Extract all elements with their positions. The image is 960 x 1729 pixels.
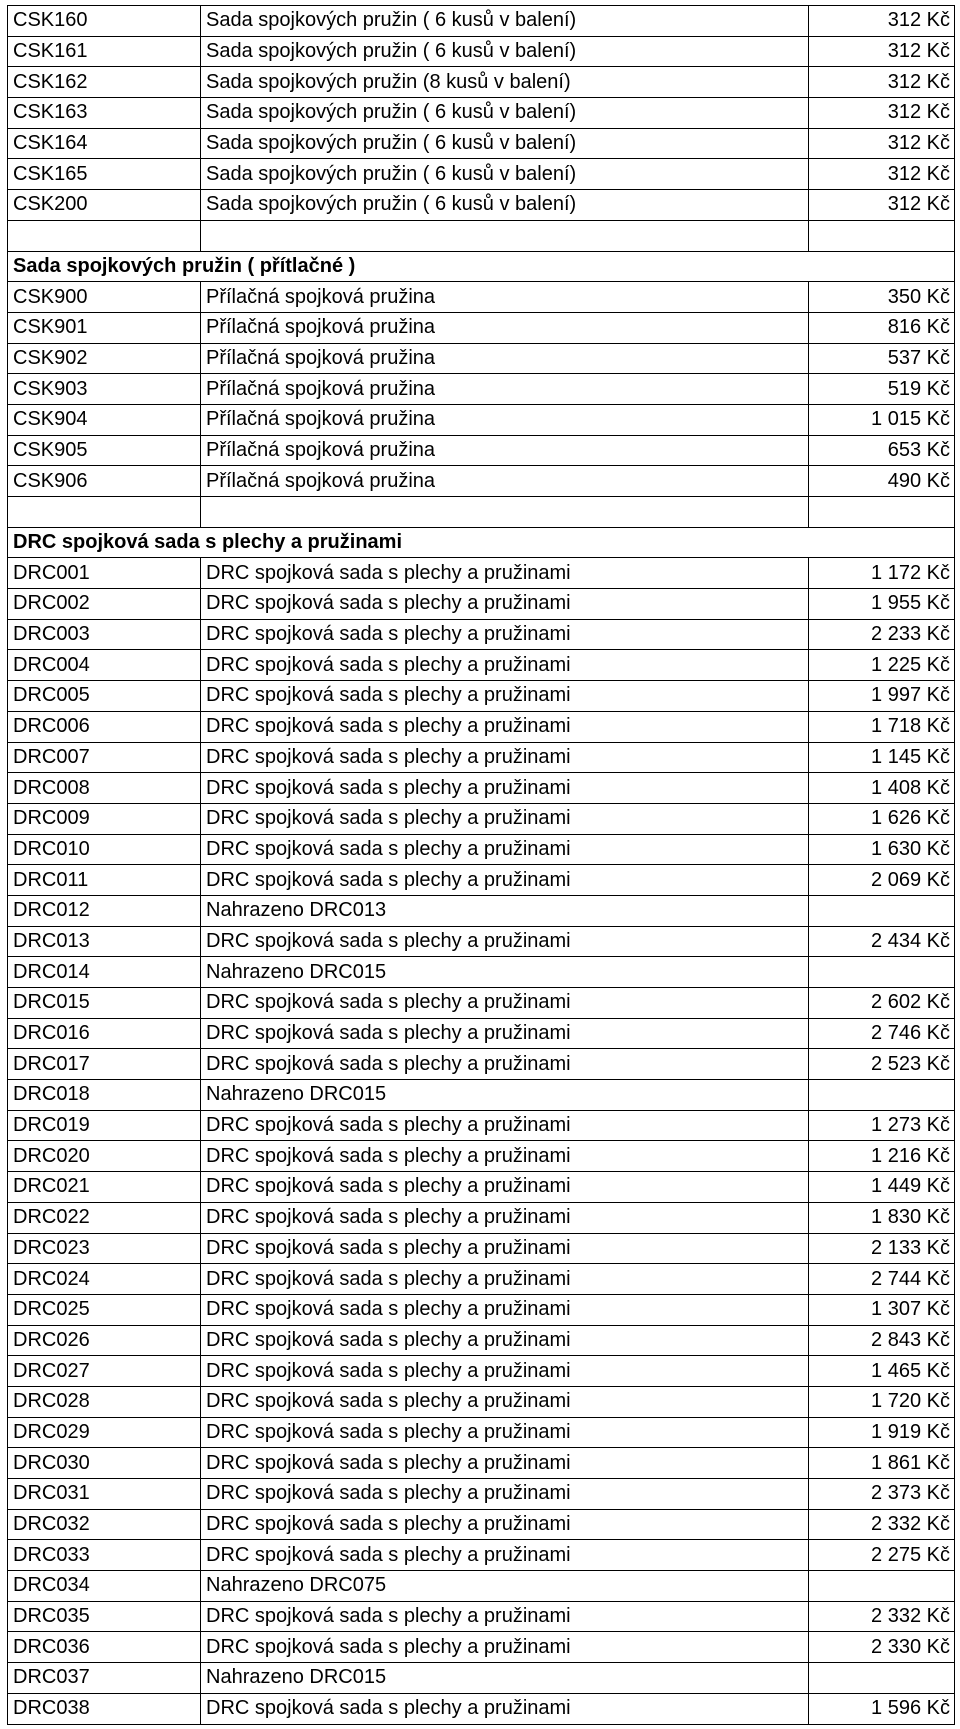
product-code: DRC026 [8,1325,201,1356]
product-price: 2 069 Kč [809,865,955,896]
product-description: Přílačná spojková pružina [201,282,809,313]
product-price: 2 746 Kč [809,1018,955,1049]
table-row [8,1571,955,1602]
product-price: 1 408 Kč [809,773,955,804]
product-code: DRC013 [8,926,201,957]
product-price: 1 919 Kč [809,1417,955,1448]
product-price [809,1663,955,1694]
product-code: CSK165 [8,159,201,190]
product-description: DRC spojková sada s plechy a pružinami [201,742,809,773]
product-description: DRC spojková sada s plechy a pružinami [201,988,809,1019]
product-price: 312 Kč [809,6,955,37]
product-code: CSK903 [8,374,201,405]
product-price: 2 373 Kč [809,1479,955,1510]
product-price: 1 307 Kč [809,1294,955,1325]
product-code: DRC007 [8,742,201,773]
product-description: Nahrazeno DRC015 [201,957,809,988]
product-code: DRC005 [8,681,201,712]
product-code: CSK905 [8,435,201,466]
product-description: Přílačná spojková pružina [201,435,809,466]
table-row [8,742,955,773]
table-row [8,1663,955,1694]
product-description: DRC spojková sada s plechy a pružinami [201,1601,809,1632]
product-price [809,895,955,926]
table-row [8,865,955,896]
product-code: DRC018 [8,1080,201,1111]
product-code: CSK902 [8,343,201,374]
product-code: DRC003 [8,619,201,650]
product-code: CSK200 [8,190,201,221]
product-price: 1 720 Kč [809,1386,955,1417]
product-description: Nahrazeno DRC013 [201,895,809,926]
product-description: Přílačná spojková pružina [201,343,809,374]
table-row [8,128,955,159]
product-code: CSK900 [8,282,201,313]
product-code: DRC015 [8,988,201,1019]
table-row [8,895,955,926]
blank-row [8,497,955,528]
product-description: DRC spojková sada s plechy a pružinami [201,1202,809,1233]
product-description: DRC spojková sada s plechy a pružinami [201,681,809,712]
product-price: 1 273 Kč [809,1110,955,1141]
product-price: 2 434 Kč [809,926,955,957]
table-row [8,466,955,497]
table-row [8,1264,955,1295]
table-row [8,834,955,865]
product-code: DRC028 [8,1386,201,1417]
product-code: DRC001 [8,558,201,589]
section-heading-row [8,527,955,558]
product-price: 1 465 Kč [809,1356,955,1387]
product-price: 350 Kč [809,282,955,313]
table-row [8,1540,955,1571]
empty-cell [201,220,809,251]
section-heading-empty-cell [809,527,955,558]
product-description: DRC spojková sada s plechy a pružinami [201,1417,809,1448]
product-description: Přílačná spojková pružina [201,466,809,497]
table-row [8,558,955,589]
product-price: 1 630 Kč [809,834,955,865]
table-row [8,374,955,405]
product-code: DRC010 [8,834,201,865]
product-code: DRC029 [8,1417,201,1448]
product-code: CSK161 [8,36,201,67]
product-price: 490 Kč [809,466,955,497]
table-row [8,619,955,650]
table-row [8,1294,955,1325]
product-description: Sada spojkových pružin ( 6 kusů v balení) [201,159,809,190]
product-description: Sada spojkových pružin ( 6 kusů v balení) [201,6,809,37]
product-code: DRC037 [8,1663,201,1694]
table-row [8,1693,955,1724]
table-row [8,6,955,37]
product-price: 312 Kč [809,36,955,67]
product-price: 1 449 Kč [809,1172,955,1203]
product-code: DRC038 [8,1693,201,1724]
table-row [8,67,955,98]
product-description: Přílačná spojková pružina [201,404,809,435]
product-price: 653 Kč [809,435,955,466]
product-code: DRC021 [8,1172,201,1203]
table-row [8,435,955,466]
product-code: CSK904 [8,404,201,435]
table-row [8,803,955,834]
product-code: DRC020 [8,1141,201,1172]
table-row [8,343,955,374]
product-code: DRC008 [8,773,201,804]
product-price: 537 Kč [809,343,955,374]
product-description: Přílačná spojková pružina [201,374,809,405]
product-description: DRC spojková sada s plechy a pružinami [201,1448,809,1479]
table-row [8,1632,955,1663]
table-row [8,1110,955,1141]
table-row [8,1018,955,1049]
product-description: DRC spojková sada s plechy a pružinami [201,1172,809,1203]
product-code: DRC035 [8,1601,201,1632]
product-description: Přílačná spojková pružina [201,312,809,343]
table-row [8,1172,955,1203]
product-code: CSK162 [8,67,201,98]
product-price: 1 145 Kč [809,742,955,773]
product-price: 2 332 Kč [809,1509,955,1540]
product-code: CSK901 [8,312,201,343]
table-row [8,159,955,190]
product-price: 1 172 Kč [809,558,955,589]
table-row [8,98,955,129]
table-row [8,1141,955,1172]
product-description: DRC spojková sada s plechy a pružinami [201,1540,809,1571]
section-heading-empty-cell [809,251,955,282]
table-row [8,988,955,1019]
table-row [8,1386,955,1417]
product-description: DRC spojková sada s plechy a pružinami [201,1049,809,1080]
table-row [8,1080,955,1111]
product-price: 1 861 Kč [809,1448,955,1479]
product-price: 2 233 Kč [809,619,955,650]
section-heading-row [8,251,955,282]
product-price: 1 997 Kč [809,681,955,712]
product-description: DRC spojková sada s plechy a pružinami [201,711,809,742]
product-price: 2 332 Kč [809,1601,955,1632]
product-description: DRC spojková sada s plechy a pružinami [201,1479,809,1510]
table-row [8,1448,955,1479]
product-code: DRC024 [8,1264,201,1295]
product-description: DRC spojková sada s plechy a pružinami [201,1141,809,1172]
product-price [809,1571,955,1602]
product-price: 1 830 Kč [809,1202,955,1233]
product-code: DRC012 [8,895,201,926]
product-code: DRC036 [8,1632,201,1663]
table-row [8,589,955,620]
product-price: 2 523 Kč [809,1049,955,1080]
product-description: DRC spojková sada s plechy a pružinami [201,834,809,865]
product-description: Nahrazeno DRC015 [201,1663,809,1694]
product-description: DRC spojková sada s plechy a pružinami [201,1264,809,1295]
product-description: Sada spojkových pružin ( 6 kusů v balení) [201,128,809,159]
product-price: 1 626 Kč [809,803,955,834]
product-price: 2 330 Kč [809,1632,955,1663]
product-code: DRC034 [8,1571,201,1602]
table-row [8,1417,955,1448]
product-code: DRC031 [8,1479,201,1510]
product-description: Nahrazeno DRC075 [201,1571,809,1602]
product-code: CSK906 [8,466,201,497]
product-price [809,1080,955,1111]
price-list-body [8,6,955,1725]
empty-cell [201,497,809,528]
product-description: Nahrazeno DRC015 [201,1080,809,1111]
product-code: DRC019 [8,1110,201,1141]
product-description: DRC spojková sada s plechy a pružinami [201,1356,809,1387]
empty-cell [8,220,201,251]
table-row [8,404,955,435]
product-price: 2 843 Kč [809,1325,955,1356]
product-price: 312 Kč [809,67,955,98]
product-description: Sada spojkových pružin ( 6 kusů v balení) [201,36,809,67]
empty-cell [8,497,201,528]
empty-cell [809,220,955,251]
product-description: DRC spojková sada s plechy a pružinami [201,1018,809,1049]
product-code: DRC002 [8,589,201,620]
product-code: DRC027 [8,1356,201,1387]
product-description: DRC spojková sada s plechy a pružinami [201,1233,809,1264]
product-code: DRC004 [8,650,201,681]
product-code: DRC023 [8,1233,201,1264]
product-price [809,957,955,988]
product-description: Sada spojkových pružin ( 6 kusů v balení) [201,98,809,129]
product-description: DRC spojková sada s plechy a pružinami [201,1294,809,1325]
product-code: DRC014 [8,957,201,988]
product-price: 2 602 Kč [809,988,955,1019]
product-price: 1 015 Kč [809,404,955,435]
product-description: DRC spojková sada s plechy a pružinami [201,1325,809,1356]
table-row [8,36,955,67]
table-row [8,1479,955,1510]
product-code: DRC017 [8,1049,201,1080]
product-code: DRC016 [8,1018,201,1049]
table-row [8,1325,955,1356]
product-description: DRC spojková sada s plechy a pružinami [201,803,809,834]
empty-cell [809,497,955,528]
table-row [8,711,955,742]
product-code: CSK160 [8,6,201,37]
product-description: DRC spojková sada s plechy a pružinami [201,589,809,620]
product-description: DRC spojková sada s plechy a pružinami [201,558,809,589]
blank-row [8,220,955,251]
product-price: 1 216 Kč [809,1141,955,1172]
product-description: DRC spojková sada s plechy a pružinami [201,1632,809,1663]
table-row [8,650,955,681]
product-code: DRC033 [8,1540,201,1571]
product-price: 312 Kč [809,98,955,129]
table-row [8,957,955,988]
product-description: DRC spojková sada s plechy a pružinami [201,1509,809,1540]
product-price: 1 596 Kč [809,1693,955,1724]
product-description: DRC spojková sada s plechy a pružinami [201,1386,809,1417]
product-description: DRC spojková sada s plechy a pružinami [201,1693,809,1724]
product-description: DRC spojková sada s plechy a pružinami [201,1110,809,1141]
table-row [8,926,955,957]
product-price: 816 Kč [809,312,955,343]
table-row [8,312,955,343]
product-price: 312 Kč [809,159,955,190]
product-code: DRC032 [8,1509,201,1540]
product-price: 2 744 Kč [809,1264,955,1295]
product-code: CSK164 [8,128,201,159]
table-row [8,1049,955,1080]
table-row [8,773,955,804]
table-row [8,1601,955,1632]
product-code: DRC011 [8,865,201,896]
product-code: DRC030 [8,1448,201,1479]
table-row [8,1233,955,1264]
product-price: 2 275 Kč [809,1540,955,1571]
product-code: DRC009 [8,803,201,834]
product-price: 519 Kč [809,374,955,405]
table-row [8,282,955,313]
table-row [8,1202,955,1233]
product-description: DRC spojková sada s plechy a pružinami [201,650,809,681]
product-code: DRC022 [8,1202,201,1233]
product-price: 1 225 Kč [809,650,955,681]
product-description: DRC spojková sada s plechy a pružinami [201,619,809,650]
product-description: DRC spojková sada s plechy a pružinami [201,865,809,896]
product-code: CSK163 [8,98,201,129]
table-row [8,190,955,221]
table-row [8,681,955,712]
product-description: Sada spojkových pružin ( 6 kusů v balení) [201,190,809,221]
product-description: Sada spojkových pružin (8 kusů v balení) [201,67,809,98]
product-code: DRC025 [8,1294,201,1325]
section-heading: Sada spojkových pružin ( přítlačné ) [8,251,809,282]
product-price: 2 133 Kč [809,1233,955,1264]
product-description: DRC spojková sada s plechy a pružinami [201,926,809,957]
product-description: DRC spojková sada s plechy a pružinami [201,773,809,804]
product-price: 312 Kč [809,190,955,221]
table-row [8,1509,955,1540]
product-price: 1 718 Kč [809,711,955,742]
table-row [8,1356,955,1387]
price-list-table [7,5,955,1725]
product-price: 1 955 Kč [809,589,955,620]
section-heading: DRC spojková sada s plechy a pružinami [8,527,809,558]
product-code: DRC006 [8,711,201,742]
product-price: 312 Kč [809,128,955,159]
